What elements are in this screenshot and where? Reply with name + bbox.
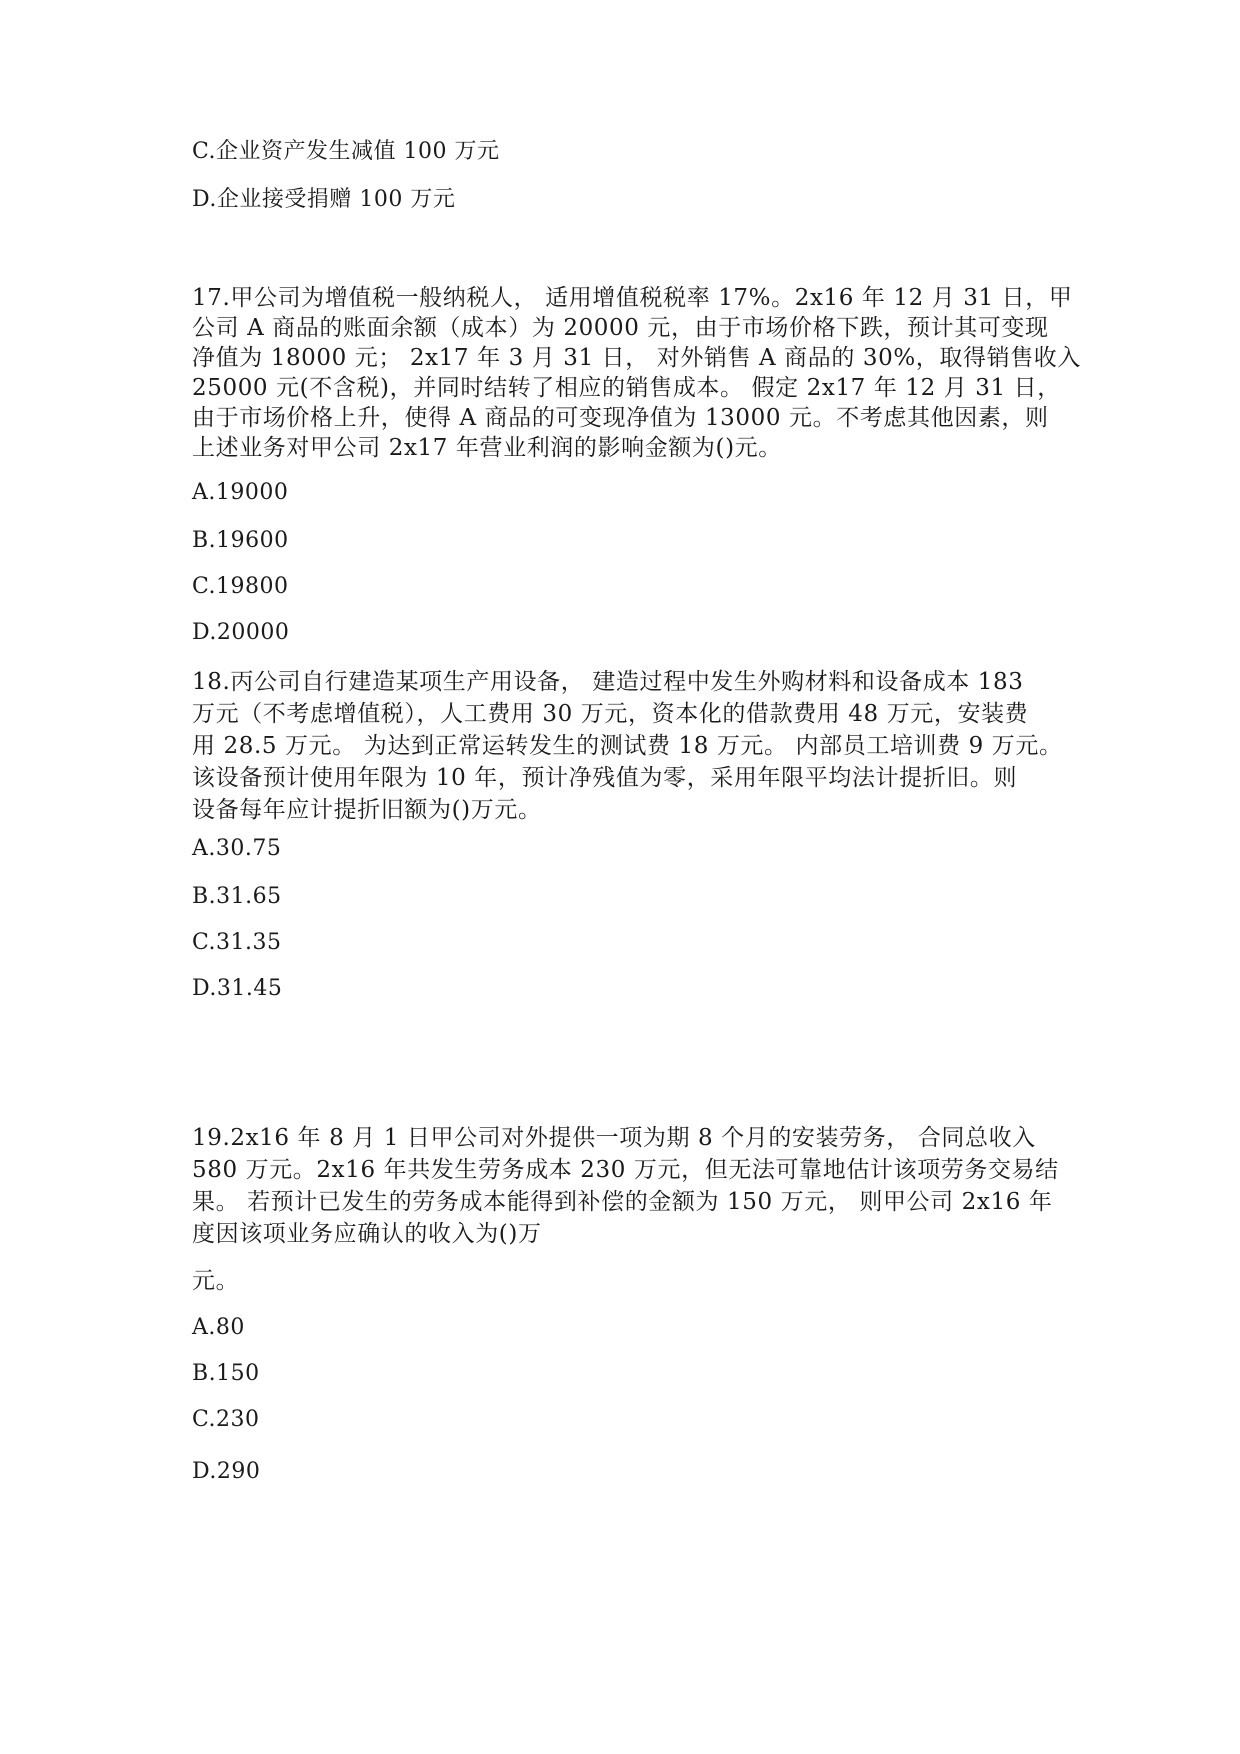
question-stem-line: 上述业务对甲公司 2x17 年营业利润的影响金额为()元。 — [192, 435, 782, 461]
question-stem-line: 由于市场价格上升，使得 A 商品的可变现净值为 13000 元。不考虑其他因素，则 — [192, 405, 1049, 431]
option-d: D.20000 — [192, 620, 290, 645]
option-a: A.19000 — [192, 480, 289, 505]
question-stem-line: 元。 — [192, 1268, 240, 1294]
question-stem-line: 580 万元。2x16 年共发生劳务成本 230 万元，但无法可靠地估计该项劳务交易结 — [192, 1157, 1059, 1183]
option-b: B.19600 — [192, 528, 289, 553]
question-stem-line: 17.甲公司为增值税一般纳税人， 适用增值税税率 17%。2x16 年 12 月 31 日，甲 — [192, 285, 1073, 311]
option-c: C.企业资产发生减值 100 万元 — [192, 139, 500, 164]
question-stem-line: 25000 元(不含税)，并同时结转了相应的销售成本。 假定 2x17 年 12 月 31 日， — [192, 375, 1061, 401]
question-stem-line: 19.2x16 年 8 月 1 日甲公司对外提供一项为期 8 个月的安装劳务， 合同总收入 — [192, 1125, 1036, 1151]
question-stem-line: 度因该项业务应确认的收入为()万 — [192, 1221, 542, 1247]
option-a: A.80 — [192, 1315, 245, 1340]
question-stem-line: 公司 A 商品的账面余额（成本）为 20000 元，由于市场价格下跌，预计其可变现 — [192, 315, 1049, 341]
option-c: C.230 — [192, 1407, 260, 1432]
question-stem-line: 果。 若预计已发生的劳务成本能得到补偿的金额为 150 万元， 则甲公司 2x16 年 — [192, 1189, 1053, 1215]
question-stem-line: 净值为 18000 元； 2x17 年 3 月 31 日， 对外销售 A 商品的 30%，取得销售收入 — [192, 345, 1082, 371]
option-a: A.30.75 — [192, 836, 282, 861]
question-stem-line: 万元（不考虑增值税），人工费用 30 万元，资本化的借款费用 48 万元，安装费 — [192, 701, 1029, 727]
option-c: C.19800 — [192, 574, 289, 599]
option-c: C.31.35 — [192, 930, 282, 955]
option-d: D.企业接受捐赠 100 万元 — [192, 187, 456, 212]
question-stem-line: 该设备预计使用年限为 10 年，预计净残值为零，采用年限平均法计提折旧。则 — [192, 765, 1018, 791]
question-stem-line: 设备每年应计提折旧额为()万元。 — [192, 797, 542, 823]
option-b: B.31.65 — [192, 884, 282, 909]
question-stem-line: 18.丙公司自行建造某项生产用设备， 建造过程中发生外购材料和设备成本 183 — [192, 669, 1024, 695]
option-d: D.31.45 — [192, 976, 283, 1001]
option-d: D.290 — [192, 1459, 261, 1484]
option-b: B.150 — [192, 1361, 260, 1386]
question-stem-line: 用 28.5 万元。 为达到正常运转发生的测试费 18 万元。 内部员工培训费 9 万元。 — [192, 733, 1063, 759]
